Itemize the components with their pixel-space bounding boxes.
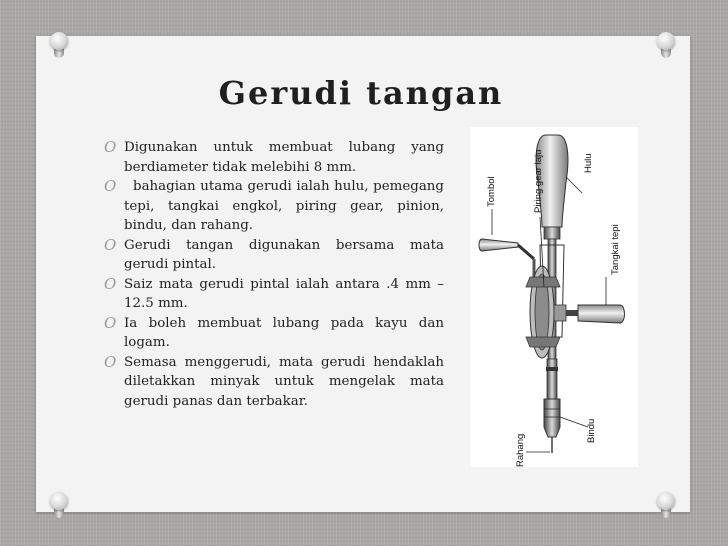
hand-drill-figure bbox=[470, 127, 638, 467]
hand-drill-diagram bbox=[470, 127, 638, 467]
side-handle bbox=[578, 305, 625, 323]
pin-icon bbox=[655, 492, 677, 518]
pin-icon bbox=[655, 32, 677, 58]
label-tangkai-tepi: Tangkai tepi bbox=[610, 224, 621, 275]
bullet-marker-icon: O bbox=[104, 352, 117, 371]
chuck bbox=[544, 399, 560, 437]
bullet-marker-icon: O bbox=[104, 235, 117, 254]
pinion bbox=[554, 305, 566, 321]
bullet-text: Gerudi tangan digunakan bersama mata gerudi pintal. bbox=[124, 237, 444, 272]
bullet-text: bahagian utama gerudi ialah hulu, pemegang tepi, tangkai engkol, piring gear, pinion, bindu, dan rahang. bbox=[124, 179, 444, 233]
label-rahang: Rahang bbox=[515, 433, 526, 467]
bullet-item bbox=[104, 353, 444, 412]
bullet-item bbox=[104, 314, 444, 353]
label-hulu: Hulu bbox=[583, 153, 594, 173]
label-bindu: Bindu bbox=[586, 418, 597, 443]
slide-title-text: Gerudi tangan bbox=[218, 74, 504, 112]
label-tombol: Tombol bbox=[486, 176, 497, 207]
bullet-marker-icon: O bbox=[104, 177, 117, 195]
bullet-text: Ia boleh membuat lubang pada kayu dan logam. bbox=[124, 315, 444, 350]
bullet-text: Saiz mata gerudi pintal ialah antara .4 mm – 12.5 mm. bbox=[124, 276, 444, 311]
bullet-item bbox=[104, 236, 444, 275]
slide-title bbox=[0, 74, 728, 112]
bullet-text: Semasa menggerudi, mata gerudi hendaklah diletakkan minyak untuk mengelak mata gerudi panas dan terbakar. bbox=[124, 354, 444, 409]
pin-icon bbox=[48, 492, 70, 518]
bullet-item bbox=[104, 275, 444, 314]
label-piring-gear-laju: Piring gear laju bbox=[533, 149, 544, 213]
bullet-item bbox=[104, 138, 444, 177]
pin-icon bbox=[48, 32, 70, 58]
bullet-list bbox=[104, 138, 444, 411]
bullet-item bbox=[104, 177, 444, 236]
bullet-marker-icon: O bbox=[104, 274, 117, 293]
crank-knob bbox=[479, 239, 518, 251]
bullet-marker-icon: O bbox=[104, 313, 117, 332]
bullet-text: Digunakan untuk membuat lubang yang berdiameter tidak melebihi 8 mm. bbox=[124, 140, 444, 175]
bullet-marker-icon: O bbox=[104, 138, 117, 156]
